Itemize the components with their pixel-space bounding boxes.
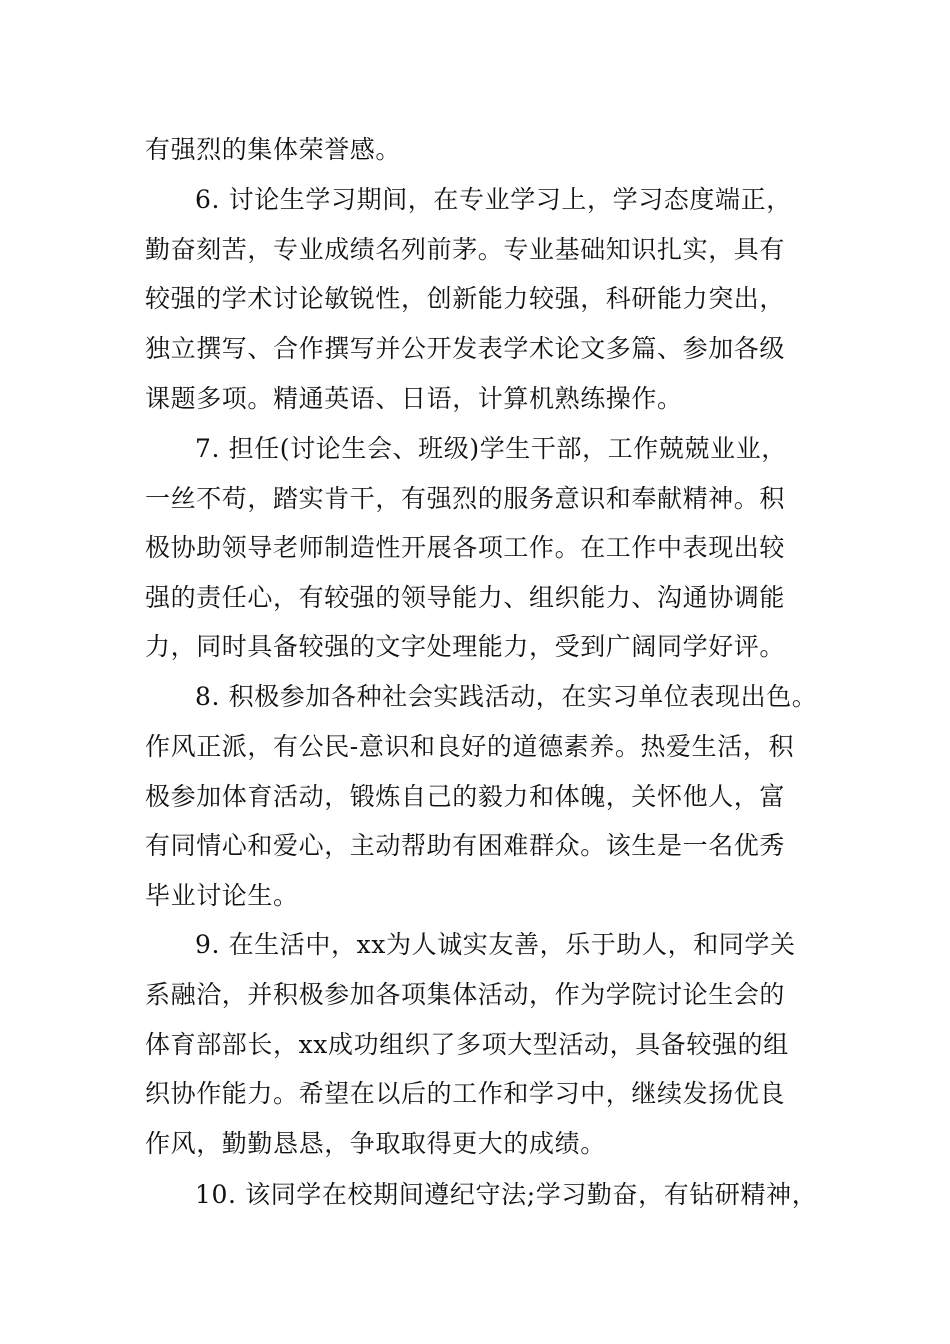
- text-line: 有同情心和爱心，主动帮助有困难群众。该生是一名优秀: [145, 831, 786, 860]
- text-line: 10. 该同学在校期间遵纪守法;学习勤奋，有钻研精神，: [195, 1180, 818, 1209]
- text-line: 9. 在生活中，xx为人诚实友善，乐于助人，和同学关: [195, 930, 796, 959]
- text-line: 8. 积极参加各种社会实践活动，在实习单位表现出色。: [195, 682, 818, 711]
- text-line: 作风正派，有公民-意识和良好的道德素养。热爱生活，积: [145, 732, 795, 761]
- text-line: 力，同时具备较强的文字处理能力，受到广阔同学好评。: [145, 632, 786, 661]
- text-line: 系融洽，并积极参加各项集体活动，作为学院讨论生会的: [145, 980, 786, 1009]
- text-line: 课题多项。精通英语、日语，计算机熟练操作。: [145, 384, 683, 413]
- text-line: 一丝不苟，踏实肯干，有强烈的服务意识和奉献精神。积: [145, 484, 786, 513]
- text-line: 6. 讨论生学习期间，在专业学习上，学习态度端正，: [195, 185, 792, 214]
- text-line: 作风，勤勤恳恳，争取取得更大的成绩。: [145, 1129, 606, 1158]
- text-line: 强的责任心，有较强的领导能力、组织能力、沟通协调能: [145, 583, 786, 612]
- text-line: 有强烈的集体荣誉感。: [145, 135, 402, 164]
- text-line: 织协作能力。希望在以后的工作和学习中，继续发扬优良: [145, 1079, 786, 1108]
- text-line: 极协助领导老师制造性开展各项工作。在工作中表现出较: [145, 533, 786, 562]
- text-line: 较强的学术讨论敏锐性，创新能力较强，科研能力突出，: [145, 284, 786, 313]
- text-line: 毕业讨论生。: [145, 881, 299, 910]
- text-line: 7. 担任(讨论生会、班级)学生干部，工作兢兢业业，: [195, 434, 787, 463]
- text-line: 勤奋刻苦，专业成绩名列前茅。专业基础知识扎实，具有: [145, 235, 786, 264]
- text-line: 体育部部长，xx成功组织了多项大型活动，具备较强的组: [145, 1030, 789, 1059]
- text-line: 独立撰写、合作撰写并公开发表学术论文多篇、参加各级: [145, 334, 786, 363]
- text-line: 极参加体育活动，锻炼自己的毅力和体魄，关怀他人，富: [145, 782, 786, 811]
